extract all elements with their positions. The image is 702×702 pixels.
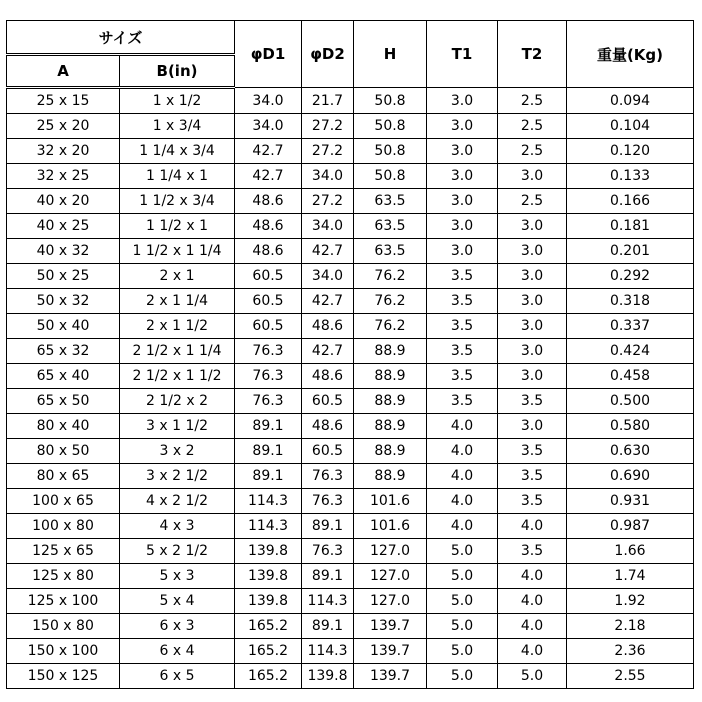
cell-weight: 0.630: [567, 439, 694, 464]
cell-size-b: 1 1/4 x 1: [120, 164, 235, 189]
cell-t1: 3.5: [427, 389, 498, 414]
cell-d1: 76.3: [235, 339, 302, 364]
cell-t2: 3.5: [498, 489, 567, 514]
cell-d1: 42.7: [235, 139, 302, 164]
cell-d2: 60.5: [302, 389, 354, 414]
cell-t2: 4.0: [498, 514, 567, 539]
cell-weight: 0.292: [567, 264, 694, 289]
cell-d1: 60.5: [235, 289, 302, 314]
cell-t1: 3.0: [427, 114, 498, 139]
cell-h: 139.7: [354, 614, 427, 639]
table-row: [7, 414, 694, 439]
header-a: A: [7, 55, 120, 88]
cell-t1: 5.0: [427, 664, 498, 689]
table-row: [7, 614, 694, 639]
cell-d1: 89.1: [235, 414, 302, 439]
cell-t1: 3.0: [427, 164, 498, 189]
cell-weight: 0.094: [567, 88, 694, 114]
cell-h: 139.7: [354, 664, 427, 689]
cell-size-b: 2 1/2 x 2: [120, 389, 235, 414]
cell-size-a: 40 x 20: [7, 189, 120, 214]
table-row: [7, 339, 694, 364]
table-row: [7, 164, 694, 189]
cell-t2: 4.0: [498, 614, 567, 639]
cell-size-b: 3 x 2: [120, 439, 235, 464]
cell-size-a: 50 x 40: [7, 314, 120, 339]
header-t2: T2: [498, 21, 567, 88]
cell-weight: 0.458: [567, 364, 694, 389]
cell-h: 88.9: [354, 464, 427, 489]
cell-t1: 3.5: [427, 339, 498, 364]
cell-d1: 76.3: [235, 364, 302, 389]
cell-weight: 2.55: [567, 664, 694, 689]
cell-d2: 76.3: [302, 489, 354, 514]
table-row: [7, 189, 694, 214]
cell-size-b: 1 1/4 x 3/4: [120, 139, 235, 164]
cell-weight: 1.66: [567, 539, 694, 564]
cell-t2: 3.0: [498, 164, 567, 189]
cell-size-b: 2 1/2 x 1 1/4: [120, 339, 235, 364]
cell-t2: 3.0: [498, 314, 567, 339]
cell-d2: 34.0: [302, 164, 354, 189]
cell-size-a: 150 x 100: [7, 639, 120, 664]
cell-t1: 4.0: [427, 489, 498, 514]
cell-h: 139.7: [354, 639, 427, 664]
cell-weight: 0.201: [567, 239, 694, 264]
cell-t2: 3.0: [498, 214, 567, 239]
cell-d2: 48.6: [302, 414, 354, 439]
cell-size-b: 2 x 1 1/4: [120, 289, 235, 314]
cell-h: 50.8: [354, 139, 427, 164]
cell-d2: 76.3: [302, 539, 354, 564]
cell-t2: 4.0: [498, 564, 567, 589]
cell-size-b: 2 x 1: [120, 264, 235, 289]
cell-weight: 0.987: [567, 514, 694, 539]
spec-table-container: [6, 20, 694, 689]
cell-d1: 139.8: [235, 589, 302, 614]
cell-d2: 76.3: [302, 464, 354, 489]
header-weight: 重量(Kg): [567, 21, 694, 88]
cell-weight: 0.690: [567, 464, 694, 489]
cell-h: 50.8: [354, 114, 427, 139]
table-row: [7, 514, 694, 539]
cell-d2: 139.8: [302, 664, 354, 689]
cell-size-b: 1 x 3/4: [120, 114, 235, 139]
cell-h: 101.6: [354, 489, 427, 514]
cell-size-b: 5 x 3: [120, 564, 235, 589]
cell-size-a: 125 x 100: [7, 589, 120, 614]
cell-t1: 5.0: [427, 539, 498, 564]
cell-d1: 165.2: [235, 664, 302, 689]
cell-size-a: 125 x 80: [7, 564, 120, 589]
cell-d1: 89.1: [235, 439, 302, 464]
header-d1: φD1: [235, 21, 302, 88]
cell-d1: 34.0: [235, 114, 302, 139]
cell-size-b: 4 x 2 1/2: [120, 489, 235, 514]
cell-t2: 2.5: [498, 189, 567, 214]
cell-t1: 4.0: [427, 514, 498, 539]
cell-weight: 2.18: [567, 614, 694, 639]
cell-t1: 3.5: [427, 364, 498, 389]
cell-t2: 4.0: [498, 589, 567, 614]
table-row: [7, 314, 694, 339]
cell-t2: 3.0: [498, 339, 567, 364]
cell-size-a: 100 x 65: [7, 489, 120, 514]
cell-d1: 48.6: [235, 239, 302, 264]
cell-h: 76.2: [354, 264, 427, 289]
cell-t2: 2.5: [498, 88, 567, 114]
cell-weight: 0.120: [567, 139, 694, 164]
cell-d1: 42.7: [235, 164, 302, 189]
cell-t1: 3.0: [427, 239, 498, 264]
cell-weight: 0.166: [567, 189, 694, 214]
cell-h: 63.5: [354, 189, 427, 214]
table-row: [7, 239, 694, 264]
cell-d1: 60.5: [235, 314, 302, 339]
cell-size-b: 5 x 2 1/2: [120, 539, 235, 564]
table-row: [7, 664, 694, 689]
cell-d2: 89.1: [302, 614, 354, 639]
cell-d1: 165.2: [235, 639, 302, 664]
cell-t2: 3.0: [498, 289, 567, 314]
cell-t1: 3.5: [427, 264, 498, 289]
header-h: H: [354, 21, 427, 88]
table-row: [7, 489, 694, 514]
cell-d2: 60.5: [302, 439, 354, 464]
cell-size-b: 1 x 1/2: [120, 88, 235, 114]
cell-d2: 42.7: [302, 339, 354, 364]
cell-t2: 3.0: [498, 414, 567, 439]
cell-t2: 3.0: [498, 239, 567, 264]
header-size-group: サイズ: [7, 21, 235, 55]
table-body: [7, 88, 694, 689]
cell-size-b: 6 x 3: [120, 614, 235, 639]
cell-size-b: 4 x 3: [120, 514, 235, 539]
cell-d1: 114.3: [235, 514, 302, 539]
cell-weight: 0.181: [567, 214, 694, 239]
table-row: [7, 214, 694, 239]
cell-t1: 3.0: [427, 214, 498, 239]
cell-h: 50.8: [354, 164, 427, 189]
cell-t1: 3.5: [427, 289, 498, 314]
cell-d1: 60.5: [235, 264, 302, 289]
cell-h: 127.0: [354, 539, 427, 564]
cell-h: 88.9: [354, 389, 427, 414]
cell-d2: 27.2: [302, 114, 354, 139]
cell-h: 63.5: [354, 239, 427, 264]
cell-d2: 89.1: [302, 564, 354, 589]
cell-size-a: 125 x 65: [7, 539, 120, 564]
cell-d2: 89.1: [302, 514, 354, 539]
cell-h: 76.2: [354, 314, 427, 339]
cell-t2: 2.5: [498, 114, 567, 139]
cell-h: 88.9: [354, 439, 427, 464]
cell-size-b: 3 x 1 1/2: [120, 414, 235, 439]
table-row: [7, 114, 694, 139]
table-row: [7, 289, 694, 314]
cell-size-a: 80 x 65: [7, 464, 120, 489]
cell-d1: 139.8: [235, 564, 302, 589]
cell-size-a: 32 x 25: [7, 164, 120, 189]
cell-d1: 48.6: [235, 189, 302, 214]
cell-t2: 3.0: [498, 364, 567, 389]
cell-h: 63.5: [354, 214, 427, 239]
cell-size-a: 65 x 32: [7, 339, 120, 364]
cell-weight: 0.133: [567, 164, 694, 189]
cell-weight: 0.424: [567, 339, 694, 364]
cell-d2: 48.6: [302, 364, 354, 389]
cell-size-b: 6 x 4: [120, 639, 235, 664]
cell-size-a: 25 x 15: [7, 88, 120, 114]
cell-size-b: 1 1/2 x 1: [120, 214, 235, 239]
cell-t2: 3.5: [498, 539, 567, 564]
cell-t2: 3.5: [498, 464, 567, 489]
cell-size-a: 150 x 80: [7, 614, 120, 639]
cell-t1: 3.0: [427, 189, 498, 214]
cell-weight: 0.931: [567, 489, 694, 514]
cell-size-a: 65 x 40: [7, 364, 120, 389]
cell-d1: 48.6: [235, 214, 302, 239]
table-row: [7, 589, 694, 614]
cell-size-a: 65 x 50: [7, 389, 120, 414]
cell-h: 50.8: [354, 88, 427, 114]
header-t1: T1: [427, 21, 498, 88]
cell-weight: 0.318: [567, 289, 694, 314]
spec-table: [6, 20, 694, 689]
cell-size-b: 3 x 2 1/2: [120, 464, 235, 489]
cell-h: 88.9: [354, 364, 427, 389]
table-row: [7, 564, 694, 589]
cell-d1: 114.3: [235, 489, 302, 514]
cell-d1: 76.3: [235, 389, 302, 414]
table-header: [7, 21, 694, 88]
cell-t1: 4.0: [427, 439, 498, 464]
table-row: [7, 88, 694, 114]
cell-size-b: 6 x 5: [120, 664, 235, 689]
table-row: [7, 364, 694, 389]
cell-t2: 3.5: [498, 389, 567, 414]
cell-size-a: 40 x 32: [7, 239, 120, 264]
cell-d2: 42.7: [302, 239, 354, 264]
cell-size-a: 150 x 125: [7, 664, 120, 689]
cell-t2: 3.0: [498, 264, 567, 289]
table-row: [7, 539, 694, 564]
cell-h: 88.9: [354, 339, 427, 364]
cell-size-b: 1 1/2 x 3/4: [120, 189, 235, 214]
cell-t2: 3.5: [498, 439, 567, 464]
cell-d2: 48.6: [302, 314, 354, 339]
table-row: [7, 464, 694, 489]
header-b: B(in): [120, 55, 235, 88]
cell-size-a: 100 x 80: [7, 514, 120, 539]
cell-t1: 3.0: [427, 139, 498, 164]
cell-size-a: 80 x 50: [7, 439, 120, 464]
cell-d2: 27.2: [302, 139, 354, 164]
cell-t1: 3.5: [427, 314, 498, 339]
cell-t1: 5.0: [427, 589, 498, 614]
cell-d1: 139.8: [235, 539, 302, 564]
table-row: [7, 639, 694, 664]
cell-d1: 34.0: [235, 88, 302, 114]
cell-size-b: 2 1/2 x 1 1/2: [120, 364, 235, 389]
cell-d2: 27.2: [302, 189, 354, 214]
table-row: [7, 264, 694, 289]
cell-d2: 114.3: [302, 589, 354, 614]
cell-size-b: 5 x 4: [120, 589, 235, 614]
cell-size-a: 40 x 25: [7, 214, 120, 239]
header-d2: φD2: [302, 21, 354, 88]
cell-t1: 4.0: [427, 414, 498, 439]
cell-h: 76.2: [354, 289, 427, 314]
cell-weight: 0.500: [567, 389, 694, 414]
cell-t2: 2.5: [498, 139, 567, 164]
cell-d2: 114.3: [302, 639, 354, 664]
cell-t1: 4.0: [427, 464, 498, 489]
cell-t1: 5.0: [427, 639, 498, 664]
cell-d2: 21.7: [302, 88, 354, 114]
cell-weight: 0.580: [567, 414, 694, 439]
cell-h: 127.0: [354, 564, 427, 589]
cell-d1: 165.2: [235, 614, 302, 639]
cell-t1: 5.0: [427, 614, 498, 639]
cell-size-a: 25 x 20: [7, 114, 120, 139]
cell-d2: 34.0: [302, 214, 354, 239]
cell-weight: 2.36: [567, 639, 694, 664]
cell-size-a: 50 x 32: [7, 289, 120, 314]
table-row: [7, 139, 694, 164]
table-row: [7, 439, 694, 464]
cell-t2: 4.0: [498, 639, 567, 664]
cell-weight: 0.337: [567, 314, 694, 339]
cell-t2: 5.0: [498, 664, 567, 689]
cell-size-b: 2 x 1 1/2: [120, 314, 235, 339]
cell-weight: 1.74: [567, 564, 694, 589]
cell-d1: 89.1: [235, 464, 302, 489]
cell-t1: 5.0: [427, 564, 498, 589]
cell-h: 127.0: [354, 589, 427, 614]
cell-t1: 3.0: [427, 88, 498, 114]
cell-weight: 0.104: [567, 114, 694, 139]
cell-d2: 34.0: [302, 264, 354, 289]
cell-h: 88.9: [354, 414, 427, 439]
table-row: [7, 389, 694, 414]
cell-weight: 1.92: [567, 589, 694, 614]
cell-h: 101.6: [354, 514, 427, 539]
cell-size-a: 50 x 25: [7, 264, 120, 289]
cell-d2: 42.7: [302, 289, 354, 314]
cell-size-a: 32 x 20: [7, 139, 120, 164]
cell-size-b: 1 1/2 x 1 1/4: [120, 239, 235, 264]
cell-size-a: 80 x 40: [7, 414, 120, 439]
